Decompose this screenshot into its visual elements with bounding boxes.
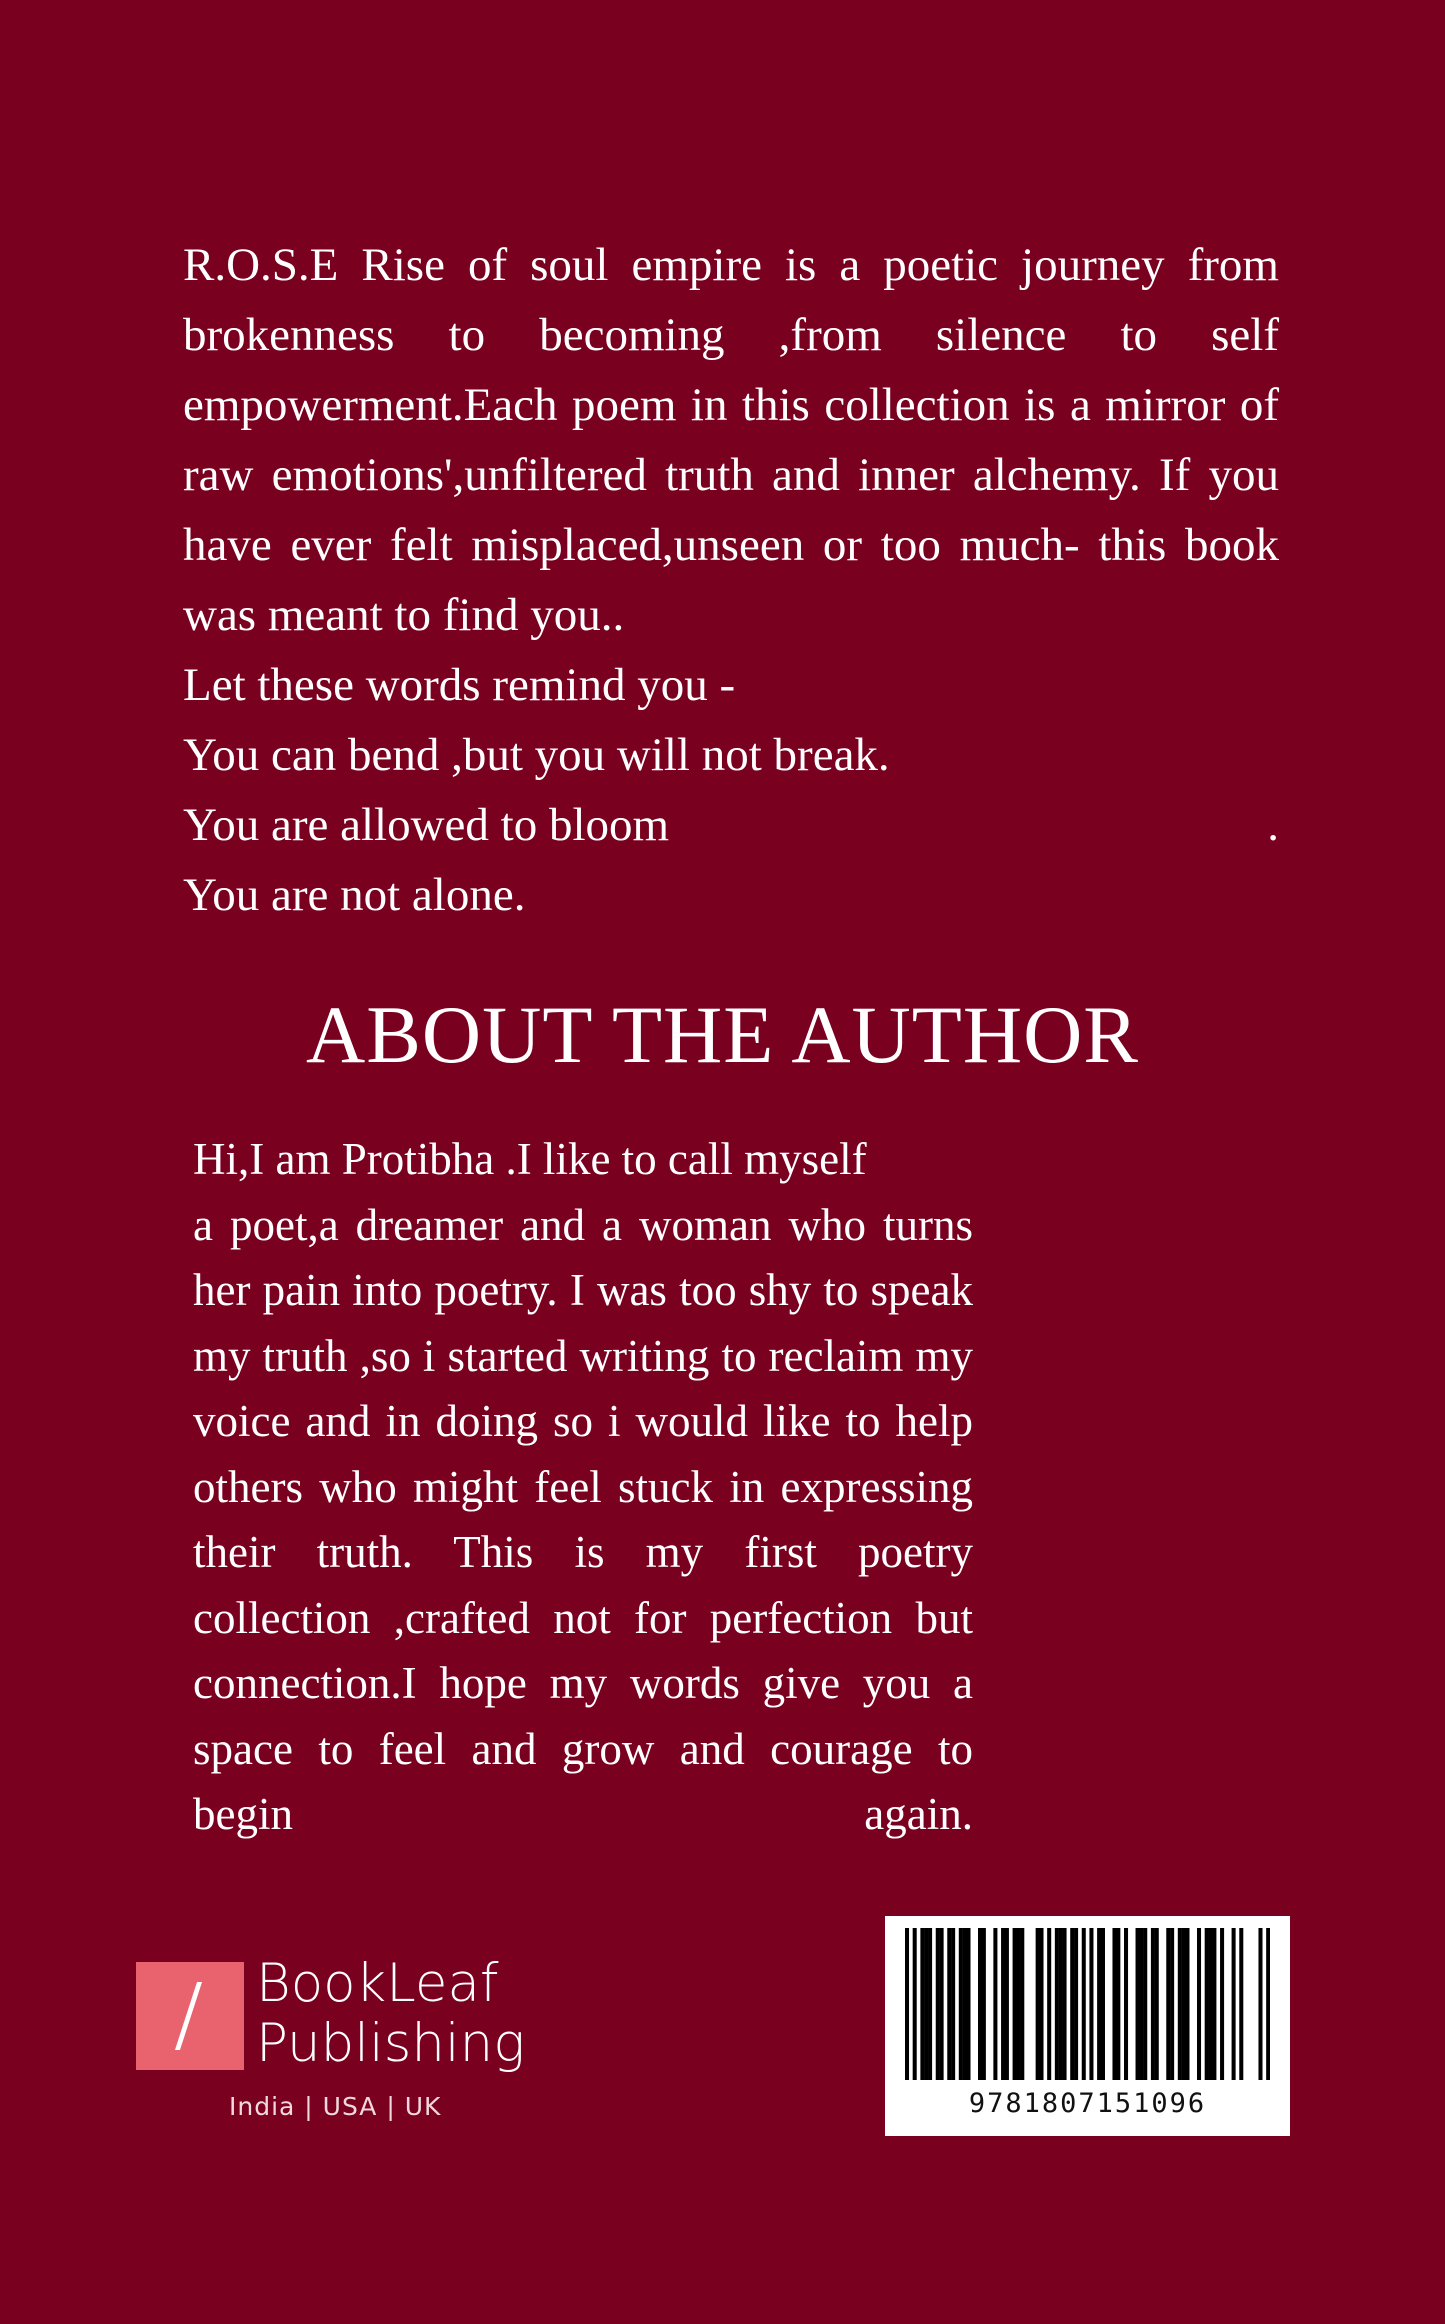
barcode-bar <box>1016 1928 1020 2080</box>
barcode-bar <box>963 1928 967 2080</box>
barcode-bar <box>1074 1928 1078 2080</box>
barcode-bar <box>1059 1928 1063 2080</box>
barcode-bar <box>1232 1928 1236 2080</box>
barcode-bar <box>966 1928 970 2080</box>
barcode-bar <box>1020 1928 1024 2080</box>
barcode-bar <box>1013 1928 1017 2080</box>
publisher-name-line: BookLeaf <box>256 1953 499 2014</box>
barcode-bar <box>1116 1928 1120 2080</box>
barcode-bar <box>1097 1928 1101 2080</box>
barcode-bar <box>940 1928 944 2080</box>
isbn-barcode <box>885 1916 1290 2136</box>
blurb-line: You are not alone. <box>183 869 526 921</box>
trailing-dot: . <box>1267 799 1279 851</box>
barcode-bar <box>1139 1928 1143 2080</box>
blurb-line: You can bend ,but you will not break. <box>183 729 890 781</box>
barcode-bar <box>1070 1928 1074 2080</box>
blurb-paragraph: R.O.S.E Rise of soul empire is a poetic journey from brokenness to becoming ,from silence to self empowerment.Each poem in this collection is a mirror of raw emotions',unfiltered truth and inner alchemy. If you have ever felt misplaced,unseen or too much- this book was meant to find you.. <box>183 239 1279 641</box>
publisher-name <box>256 1954 525 2074</box>
barcode-bar <box>1266 1928 1270 2080</box>
barcode-bar <box>924 1928 928 2080</box>
barcode-bar <box>1005 1928 1009 2080</box>
barcode-bar <box>920 1928 924 2080</box>
barcode-bar <box>1151 1928 1155 2080</box>
barcode-bar <box>1220 1928 1224 2080</box>
publisher-name-line: Publishing <box>256 2013 526 2074</box>
barcode-bar <box>1143 1928 1147 2080</box>
barcode-bar <box>1001 1928 1005 2080</box>
barcode-bar <box>1136 1928 1140 2080</box>
barcode-bar <box>1182 1928 1186 2080</box>
blurb-line: Let these words remind you - <box>183 659 736 711</box>
author-bio <box>193 1127 973 1848</box>
author-bio-first-line: Hi,I am Protibha .I like to call myself <box>193 1134 867 1184</box>
barcode-bar <box>1101 1928 1105 2080</box>
barcode-bar <box>982 1928 986 2080</box>
barcode-bar <box>1155 1928 1159 2080</box>
barcode-bar <box>1258 1928 1262 2080</box>
back-cover-blurb <box>183 230 1279 930</box>
barcode-bar <box>1039 1928 1043 2080</box>
slash-glyph <box>175 1982 202 2050</box>
barcode-bar <box>1124 1928 1128 2080</box>
barcode-bar <box>959 1928 963 2080</box>
barcode-bar <box>1055 1928 1059 2080</box>
publisher-brand <box>136 1953 556 2121</box>
barcode-bar <box>1239 1928 1243 2080</box>
barcode-bar <box>913 1928 917 2080</box>
barcode-bar <box>1197 1928 1201 2080</box>
publisher-logo-icon <box>136 1962 244 2070</box>
barcode-bar <box>951 1928 955 2080</box>
barcode-bar <box>905 1928 909 2080</box>
barcode-bar <box>1047 1928 1051 2080</box>
barcode-bar <box>947 1928 951 2080</box>
publisher-regions: India | USA | UK <box>229 2092 442 2121</box>
barcode-bar <box>936 1928 940 2080</box>
barcode-bar <box>1185 1928 1189 2080</box>
blurb-line-text: You are allowed to bloom <box>183 799 670 851</box>
barcode-bar <box>1089 1928 1093 2080</box>
barcode-bar <box>1178 1928 1182 2080</box>
barcode-bar <box>928 1928 932 2080</box>
author-bio-body: a poet,a dreamer and a woman who turns her pain into poetry. I was too shy to speak my truth ,so i started writing to reclaim my voice and in doing so i would like to help others who might feel stuck in expressing their truth. This is my first poetry collection ,crafted not for perfection but connection.I hope my words give you a space to feel and grow and courage to begin again. <box>193 1199 973 1839</box>
blurb-line <box>183 790 1279 860</box>
isbn-number: 9781807151096 <box>968 2088 1207 2119</box>
barcode-bar <box>1063 1928 1067 2080</box>
barcode-bar <box>1212 1928 1216 2080</box>
barcode-bar <box>1170 1928 1174 2080</box>
barcode-bars <box>905 1928 1270 2088</box>
about-author-heading: ABOUT THE AUTHOR <box>306 989 1139 1080</box>
barcode-bar <box>993 1928 997 2080</box>
barcode-bar <box>1036 1928 1040 2080</box>
barcode-bar <box>1205 1928 1209 2080</box>
barcode-bar <box>1082 1928 1086 2080</box>
barcode-bar <box>1166 1928 1170 2080</box>
barcode-bar <box>1209 1928 1213 2080</box>
barcode-bar <box>1112 1928 1116 2080</box>
barcode-bar <box>978 1928 982 2080</box>
